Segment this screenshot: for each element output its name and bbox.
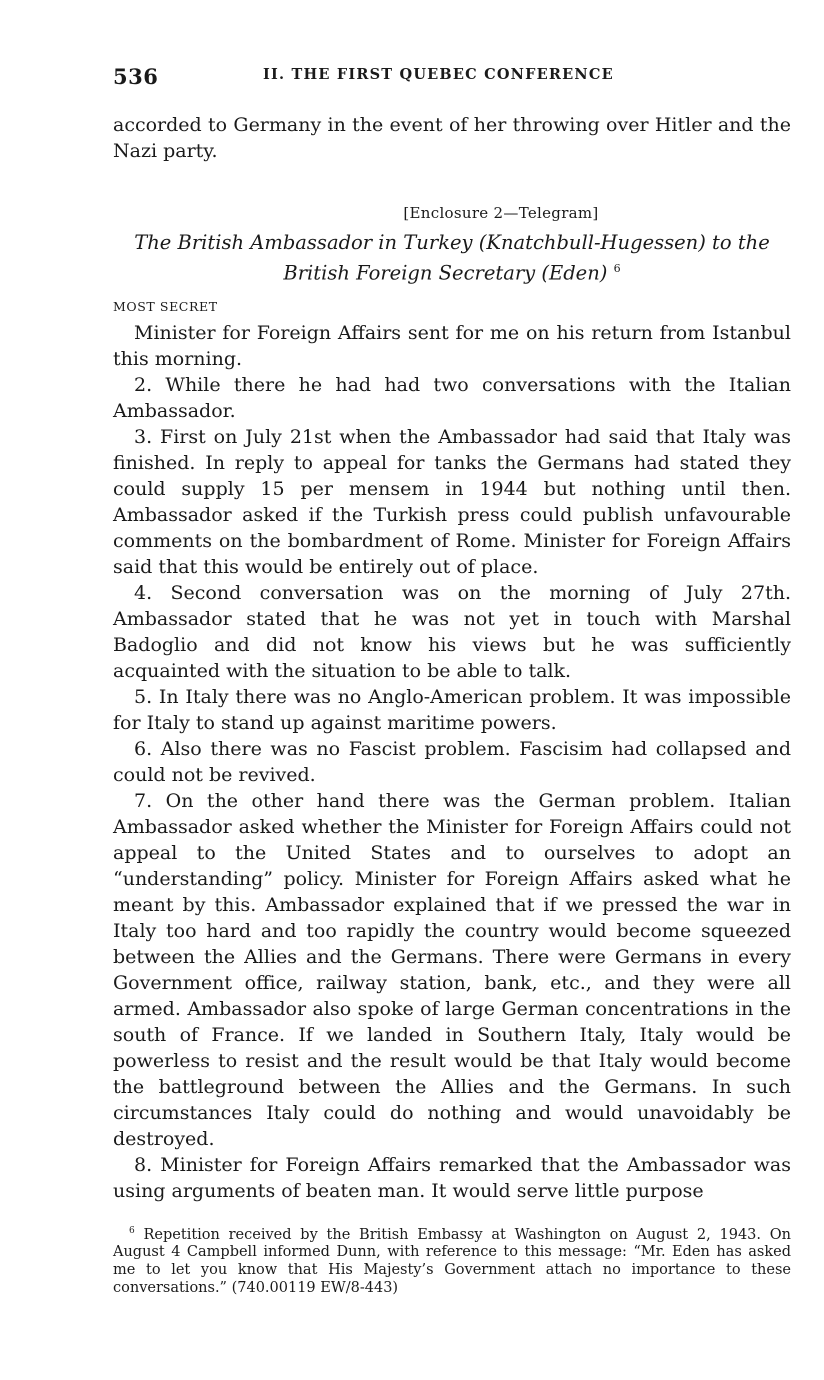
paragraph-7: 7. On the other hand there was the German problem. Italian Ambassador asked whether the Minister for Foreign Affairs could not appeal to the United States and to ourselves to adopt an “understanding” policy. Minister for Foreign Affairs asked what he meant by this. Ambassador explained that if we pressed the war in Italy too hard and too rapidly the country would become squeezed between the Allies and the Germans. There were Germans in every Government office, railway station, bank, etc., and they were all armed. Ambassador also spoke of large German concentrations in the south of France. If we landed in Southern Italy, Italy would be powerless to resist and the result would be that Italy would become the battleground between the Allies and the Germans. In such circumstances Italy could do nothing and would unavoidably be destroyed. [113, 789, 791, 1150]
paragraph-5: 5. In Italy there was no Anglo-American problem. It was impossible for Italy to stand up against maritime powers. [113, 685, 791, 734]
footnote-reference: 6 [613, 262, 621, 275]
paragraph-1: Minister for Foreign Affairs sent for me on his return from Istanbul this morning. [113, 321, 791, 370]
document-title-text: The British Ambassador in Turkey (Knatchbull-Hugessen) to the British Foreign Secretary (Eden) [134, 231, 770, 285]
footnote [113, 1222, 791, 1298]
paragraph-4: 4. Second conversation was on the morning of July 27th. Ambassador stated that he was not yet in touch with Marshal Badoglio and did not know his views but he was sufficiently acquainted with the situation to be able to talk. [113, 581, 791, 682]
document-title [113, 230, 791, 287]
paragraph-6: 6. Also there was no Fascist problem. Fascisim had collapsed and could not be revived. [113, 737, 791, 786]
document-page [113, 60, 791, 1297]
page-number: 536 [113, 64, 159, 89]
paragraph-2: 2. While there he had had two conversations with the Italian Ambassador. [113, 373, 791, 422]
footnote-number: 6 [129, 1225, 135, 1236]
running-head [113, 60, 791, 100]
opening-paragraph: accorded to Germany in the event of her throwing over Hitler and the Nazi party. [113, 114, 791, 162]
paragraph-8: 8. Minister for Foreign Affairs remarked that the Ambassador was using arguments of beaten man. It would serve little purpose [113, 1153, 791, 1202]
footnote-text: Repetition received by the British Embassy at Washington on August 2, 1943. On August 4 Campbell informed Dunn, with reference to this message: “Mr. Eden has asked me to let you know that His Majesty’s Government attach no importance to these conversations.” (740.00119 EW/8-443) [113, 1226, 791, 1297]
footnotes [113, 1222, 791, 1298]
running-head-title: II. THE FIRST QUEBEC CONFERENCE [263, 66, 614, 83]
paragraph-3: 3. First on July 21st when the Ambassador had said that Italy was finished. In reply to appeal for tanks the Germans had stated they could supply 15 per mensem in 1944 but nothing until then. Ambassador asked if the Turkish press could publish unfavourable comments on the bombardment of Rome. Minister for Foreign Affairs said that this would be entirely out of place. [113, 425, 791, 578]
telegram-body [113, 320, 791, 1204]
classification-marking: MOST SECRET [113, 298, 218, 314]
enclosure-label: [Enclosure 2—Telegram] [403, 204, 599, 222]
